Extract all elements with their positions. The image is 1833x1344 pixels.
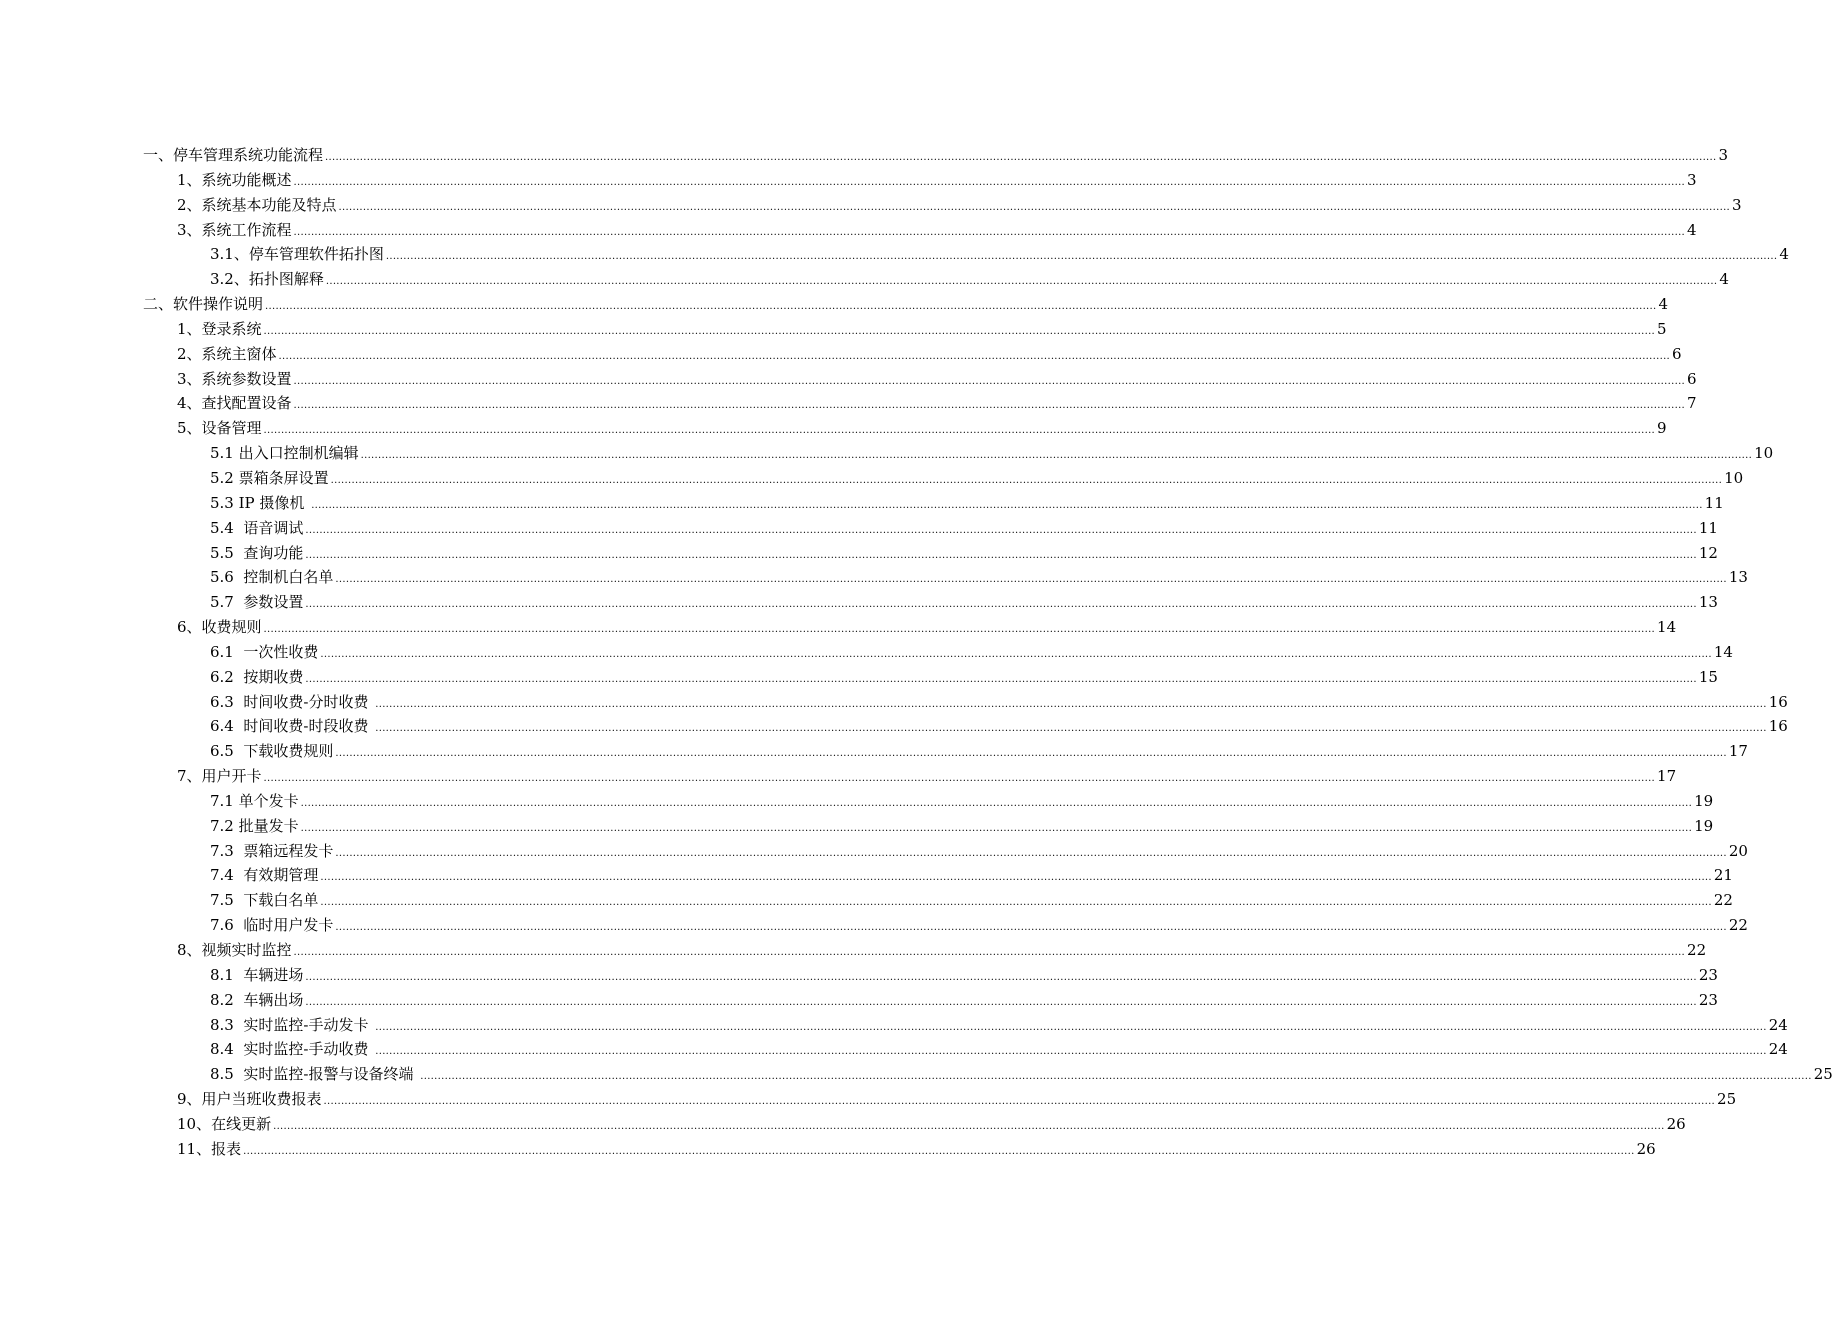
toc-page-number[interactable]: 17: [1657, 767, 1677, 786]
toc-dot-leader: ................................................................................................................................................................................................................................................................................................................................................................................................................: [293, 226, 1686, 238]
toc-entry[interactable]: [0, 789, 1714, 814]
toc-entry[interactable]: [0, 516, 1718, 541]
toc-dot-leader: ................................................................................................................................................................................................................................................................................................................................................................................................................: [335, 847, 1727, 859]
toc-entry[interactable]: [0, 391, 1697, 416]
toc-page-number[interactable]: 16: [1768, 717, 1788, 736]
toc-page-number[interactable]: 4: [1779, 245, 1789, 264]
toc-entry-title[interactable]: 5、设备管理: [177, 419, 262, 438]
toc-entry[interactable]: [0, 367, 1697, 392]
toc-entry[interactable]: [0, 491, 1724, 516]
toc-dot-leader: ................................................................................................................................................................................................................................................................................................................................................................................................................: [338, 201, 1731, 213]
toc-page-number[interactable]: 26: [1666, 1114, 1686, 1133]
toc-page-number[interactable]: 26: [1636, 1139, 1656, 1158]
toc-dot-leader: ................................................................................................................................................................................................................................................................................................................................................................................................................: [305, 673, 1697, 685]
toc-entry-title[interactable]: 5.5 查询功能: [210, 543, 304, 562]
toc-entry[interactable]: [0, 590, 1718, 615]
toc-entry[interactable]: [0, 963, 1718, 988]
toc-page-number[interactable]: 3: [1687, 170, 1697, 189]
toc-page-number[interactable]: 6: [1687, 369, 1697, 388]
toc-entry-title[interactable]: 11、报表: [177, 1139, 242, 1158]
toc-dot-leader: ................................................................................................................................................................................................................................................................................................................................................................................................................: [375, 1046, 1767, 1058]
toc-entry[interactable]: [0, 988, 1718, 1013]
toc-page-number[interactable]: 13: [1728, 568, 1748, 587]
toc-dot-leader: ................................................................................................................................................................................................................................................................................................................................................................................................................: [330, 474, 1723, 486]
toc-entry[interactable]: [0, 863, 1733, 888]
toc-page-number[interactable]: 25: [1717, 1090, 1737, 1109]
toc-entry-title[interactable]: 7.2 批量发卡: [210, 816, 299, 835]
toc-page-number[interactable]: 4: [1658, 295, 1669, 314]
toc-entry-title[interactable]: 8.4 实时监控-手动收费: [210, 1040, 374, 1059]
toc-dot-leader: ................................................................................................................................................................................................................................................................................................................................................................................................................: [335, 574, 1727, 586]
toc-entry-title[interactable]: 2、系统主窗体: [177, 344, 277, 363]
toc-page-number[interactable]: 17: [1728, 742, 1748, 761]
toc-entry-title[interactable]: 8.3 实时监控-手动发卡: [210, 1015, 374, 1034]
toc-entry[interactable]: [0, 1087, 1737, 1112]
toc-dot-leader: ................................................................................................................................................................................................................................................................................................................................................................................................................: [263, 425, 1656, 437]
toc-entry[interactable]: [0, 1013, 1788, 1038]
toc-dot-leader: ................................................................................................................................................................................................................................................................................................................................................................................................................: [320, 648, 1712, 660]
toc-dot-leader: ................................................................................................................................................................................................................................................................................................................................................................................................................: [420, 1071, 1812, 1083]
toc-dot-leader: ................................................................................................................................................................................................................................................................................................................................................................................................................: [305, 971, 1697, 983]
toc-dot-leader: ................................................................................................................................................................................................................................................................................................................................................................................................................: [278, 350, 1671, 362]
toc-dot-leader: ................................................................................................................................................................................................................................................................................................................................................................................................................: [273, 1120, 1665, 1132]
toc-entry-title[interactable]: 8、视频实时监控: [177, 941, 292, 959]
toc-entry[interactable]: [0, 640, 1733, 665]
toc-entry-title[interactable]: 4、查找配置设备: [177, 394, 292, 413]
toc-page-number[interactable]: 11: [1704, 493, 1724, 512]
toc-dot-leader: ................................................................................................................................................................................................................................................................................................................................................................................................................: [335, 922, 1727, 934]
toc-page-number[interactable]: 22: [1728, 916, 1748, 935]
toc-page-number[interactable]: 6: [1672, 344, 1682, 363]
toc-entry[interactable]: [0, 690, 1788, 715]
toc-entry[interactable]: [0, 1112, 1686, 1137]
toc-page-number[interactable]: 12: [1698, 543, 1718, 562]
toc-entry[interactable]: [0, 541, 1718, 566]
toc-entry[interactable]: [0, 267, 1729, 292]
toc-dot-leader: ................................................................................................................................................................................................................................................................................................................................................................................................................: [320, 872, 1712, 884]
toc-entry[interactable]: [0, 764, 1677, 789]
table-of-contents: [0, 143, 1833, 1162]
toc-page-number[interactable]: 7: [1687, 394, 1697, 413]
toc-dot-leader: ................................................................................................................................................................................................................................................................................................................................................................................................................: [265, 301, 1657, 313]
toc-dot-leader: ................................................................................................................................................................................................................................................................................................................................................................................................................: [325, 276, 1718, 288]
toc-entry[interactable]: [0, 1037, 1788, 1062]
toc-dot-leader: ................................................................................................................................................................................................................................................................................................................................................................................................................: [305, 599, 1697, 611]
toc-entry-title[interactable]: 5.4 语音调试: [210, 518, 304, 537]
toc-dot-leader: ................................................................................................................................................................................................................................................................................................................................................................................................................: [325, 152, 1717, 163]
toc-page-number[interactable]: 22: [1687, 941, 1707, 959]
toc-dot-leader: ................................................................................................................................................................................................................................................................................................................................................................................................................: [323, 1096, 1716, 1108]
toc-entry-title[interactable]: 3.2、拓扑图解释: [210, 270, 324, 289]
toc-dot-leader: ................................................................................................................................................................................................................................................................................................................................................................................................................: [375, 1021, 1767, 1033]
toc-entry-title[interactable]: 一、停车管理系统功能流程: [143, 146, 324, 164]
toc-entry-title[interactable]: 1、系统功能概述: [177, 170, 292, 189]
toc-dot-leader: ................................................................................................................................................................................................................................................................................................................................................................................................................: [311, 499, 1703, 511]
toc-page-number[interactable]: 16: [1768, 692, 1788, 711]
toc-entry-title[interactable]: 6.5 下载收费规则: [210, 742, 334, 761]
toc-entry-title[interactable]: 8.1 车辆进场: [210, 965, 304, 984]
toc-dot-leader: ................................................................................................................................................................................................................................................................................................................................................................................................................: [320, 897, 1712, 909]
toc-page-number[interactable]: 19: [1694, 791, 1714, 810]
toc-entry[interactable]: [0, 168, 1697, 193]
toc-entry-title[interactable]: 8.2 车辆出场: [210, 990, 304, 1009]
toc-page-number[interactable]: 5: [1657, 319, 1667, 338]
toc-entry[interactable]: [0, 739, 1748, 764]
toc-page-number[interactable]: 14: [1713, 642, 1733, 661]
toc-page-number[interactable]: 11: [1698, 518, 1718, 537]
toc-entry-title[interactable]: 5.7 参数设置: [210, 593, 304, 612]
toc-entry-title[interactable]: 9、用户当班收费报表: [177, 1090, 322, 1109]
toc-entry[interactable]: [0, 466, 1744, 491]
toc-dot-leader: ................................................................................................................................................................................................................................................................................................................................................................................................................: [360, 450, 1753, 462]
toc-entry-title[interactable]: 7、用户开卡: [177, 767, 262, 786]
toc-dot-leader: ................................................................................................................................................................................................................................................................................................................................................................................................................: [305, 549, 1697, 561]
toc-entry-title[interactable]: 6.2 按期收费: [210, 667, 304, 686]
toc-page-number[interactable]: 10: [1724, 468, 1744, 487]
toc-entry[interactable]: [0, 416, 1667, 441]
toc-entry-title[interactable]: 5.2 票箱条屏设置: [210, 468, 329, 487]
toc-entry-title[interactable]: 6.3 时间收费-分时收费: [210, 692, 374, 711]
toc-page-number[interactable]: 24: [1768, 1040, 1788, 1059]
toc-entry[interactable]: [0, 913, 1748, 938]
toc-entry[interactable]: [0, 839, 1748, 864]
toc-page-number[interactable]: 15: [1698, 667, 1718, 686]
toc-page-number[interactable]: 13: [1698, 593, 1718, 612]
toc-entry[interactable]: [0, 615, 1677, 640]
toc-page-number[interactable]: 9: [1657, 419, 1667, 438]
toc-entry-title[interactable]: 7.6 临时用户发卡: [210, 916, 334, 935]
toc-entry-title[interactable]: 7.5 下载白名单: [210, 891, 319, 910]
toc-dot-leader: ................................................................................................................................................................................................................................................................................................................................................................................................................: [293, 375, 1686, 387]
toc-dot-leader: ................................................................................................................................................................................................................................................................................................................................................................................................................: [305, 996, 1697, 1008]
toc-entry-title[interactable]: 3.1、停车管理软件拓扑图: [210, 245, 384, 264]
toc-page-number[interactable]: 23: [1698, 965, 1718, 984]
toc-page-number[interactable]: 4: [1687, 220, 1697, 239]
toc-dot-leader: ................................................................................................................................................................................................................................................................................................................................................................................................................: [335, 748, 1727, 760]
toc-entry[interactable]: [0, 938, 1707, 963]
toc-entry[interactable]: [0, 317, 1667, 342]
toc-entry[interactable]: [0, 814, 1714, 839]
toc-entry[interactable]: [0, 292, 1669, 317]
toc-entry-title[interactable]: 6.4 时间收费-时段收费: [210, 717, 374, 736]
toc-entry-title[interactable]: 5.3 IP 摄像机: [210, 493, 310, 512]
toc-entry[interactable]: [0, 441, 1774, 466]
toc-dot-leader: ................................................................................................................................................................................................................................................................................................................................................................................................................: [300, 797, 1693, 809]
toc-entry-title[interactable]: 2、系统基本功能及特点: [177, 195, 337, 214]
toc-entry-title[interactable]: 3、系统工作流程: [177, 220, 292, 239]
toc-entry-title[interactable]: 7.4 有效期管理: [210, 866, 319, 885]
toc-entry-title[interactable]: 1、登录系统: [177, 319, 262, 338]
toc-page-number[interactable]: 25: [1813, 1065, 1833, 1084]
toc-entry[interactable]: [0, 218, 1697, 243]
toc-entry-title[interactable]: 5.6 控制机白名单: [210, 568, 334, 587]
toc-dot-leader: ................................................................................................................................................................................................................................................................................................................................................................................................................: [263, 325, 1656, 337]
toc-entry[interactable]: [0, 1137, 1656, 1162]
toc-entry-title[interactable]: 二、软件操作说明: [143, 295, 264, 314]
toc-dot-leader: ................................................................................................................................................................................................................................................................................................................................................................................................................: [300, 822, 1693, 834]
toc-dot-leader: ................................................................................................................................................................................................................................................................................................................................................................................................................: [375, 698, 1767, 710]
toc-page-number[interactable]: 20: [1728, 841, 1748, 860]
toc-entry-title[interactable]: 7.1 单个发卡: [210, 791, 299, 810]
toc-entry[interactable]: [0, 1062, 1833, 1087]
toc-entry-title[interactable]: 3、系统参数设置: [177, 369, 292, 388]
toc-entry[interactable]: [0, 565, 1748, 590]
toc-dot-leader: ................................................................................................................................................................................................................................................................................................................................................................................................................: [293, 947, 1686, 958]
toc-entry[interactable]: [0, 143, 1729, 168]
toc-page-number[interactable]: 21: [1713, 866, 1733, 885]
toc-entry[interactable]: [0, 342, 1682, 367]
toc-entry[interactable]: [0, 193, 1742, 218]
toc-entry[interactable]: [0, 242, 1789, 267]
toc-entry[interactable]: [0, 714, 1788, 739]
toc-entry-title[interactable]: 7.3 票箱远程发卡: [210, 841, 334, 860]
toc-dot-leader: ................................................................................................................................................................................................................................................................................................................................................................................................................: [305, 524, 1697, 536]
toc-entry-title[interactable]: 8.5 实时监控-报警与设备终端: [210, 1065, 419, 1084]
toc-page-number[interactable]: 19: [1694, 816, 1714, 835]
toc-dot-leader: ................................................................................................................................................................................................................................................................................................................................................................................................................: [385, 251, 1778, 263]
toc-dot-leader: ................................................................................................................................................................................................................................................................................................................................................................................................................: [263, 773, 1656, 785]
toc-dot-leader: ................................................................................................................................................................................................................................................................................................................................................................................................................: [293, 176, 1686, 188]
toc-entry-title[interactable]: 5.1 出入口控制机编辑: [210, 444, 359, 463]
toc-page-number[interactable]: 23: [1698, 990, 1718, 1009]
toc-dot-leader: ................................................................................................................................................................................................................................................................................................................................................................................................................: [293, 400, 1686, 412]
toc-page-number[interactable]: 3: [1732, 195, 1742, 214]
toc-dot-leader: ................................................................................................................................................................................................................................................................................................................................................................................................................: [375, 723, 1767, 735]
toc-page-number[interactable]: 22: [1713, 891, 1733, 910]
toc-dot-leader: ................................................................................................................................................................................................................................................................................................................................................................................................................: [263, 624, 1656, 636]
toc-dot-leader: ................................................................................................................................................................................................................................................................................................................................................................................................................: [243, 1145, 1635, 1157]
toc-entry[interactable]: [0, 888, 1733, 913]
toc-page-number[interactable]: 3: [1718, 146, 1729, 164]
toc-entry-title[interactable]: 6.1 一次性收费: [210, 642, 319, 661]
toc-entry-title[interactable]: 10、在线更新: [177, 1114, 272, 1133]
toc-page-number[interactable]: 10: [1754, 444, 1774, 463]
toc-entry[interactable]: [0, 665, 1718, 690]
toc-page-number[interactable]: 24: [1768, 1015, 1788, 1034]
toc-page-number[interactable]: 14: [1657, 618, 1677, 637]
toc-entry-title[interactable]: 6、收费规则: [177, 618, 262, 637]
toc-page-number[interactable]: 4: [1719, 270, 1729, 289]
